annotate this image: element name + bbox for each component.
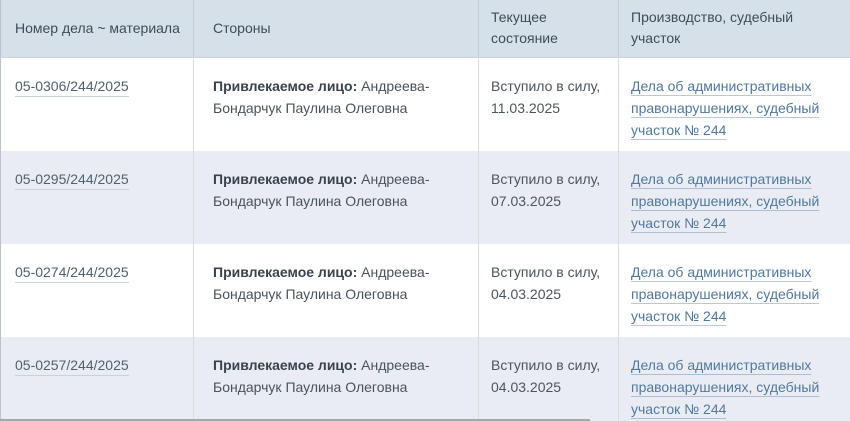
party-role-label: Привлекаемое лицо:: [213, 170, 358, 187]
party-name: Андреева-Бондарчук Паулина Олеговна: [213, 77, 430, 116]
proceeding-link[interactable]: Дела об административных правонарушениях, судебный участок № 244: [631, 170, 820, 231]
party-role-label: Привлекаемое лицо:: [213, 356, 358, 373]
table-header-row: [1, 0, 850, 57]
table-row: [1, 244, 850, 337]
party-name: Андреева-Бондарчук Паулина Олеговна: [213, 170, 430, 209]
column-header-current-status: Текущее состояние: [479, 0, 619, 57]
column-header-parties: Стороны: [194, 0, 479, 57]
case-number-link[interactable]: 05-0295/244/2025: [15, 171, 129, 190]
status-text: Вступило в силу, 07.03.2025: [491, 170, 601, 209]
party-role-label: Привлекаемое лицо:: [213, 77, 358, 94]
table-row: [1, 151, 850, 244]
party-name: Андреева-Бондарчук Паулина Олеговна: [213, 356, 430, 395]
column-header-case-number: Номер дела ~ материала: [1, 0, 194, 57]
party-name: Андреева-Бондарчук Паулина Олеговна: [213, 263, 430, 302]
proceeding-link[interactable]: Дела об административных правонарушениях, судебный участок № 244: [631, 263, 820, 324]
status-text: Вступило в силу, 04.03.2025: [491, 263, 601, 302]
case-number-link[interactable]: 05-0274/244/2025: [15, 264, 129, 283]
status-text: Вступило в силу, 11.03.2025: [491, 77, 601, 116]
table-row: [1, 337, 850, 421]
proceeding-link[interactable]: Дела об административных правонарушениях, судебный участок № 244: [631, 356, 820, 417]
status-text: Вступило в силу, 04.03.2025: [491, 356, 601, 395]
table-row: [1, 57, 850, 151]
column-header-proceeding: Производство, судебный участок: [619, 0, 850, 57]
proceeding-link[interactable]: Дела об административных правонарушениях, судебный участок № 244: [631, 77, 820, 138]
case-number-link[interactable]: 05-0257/244/2025: [15, 357, 129, 376]
party-role-label: Привлекаемое лицо:: [213, 263, 358, 280]
case-number-link[interactable]: 05-0306/244/2025: [15, 78, 129, 97]
